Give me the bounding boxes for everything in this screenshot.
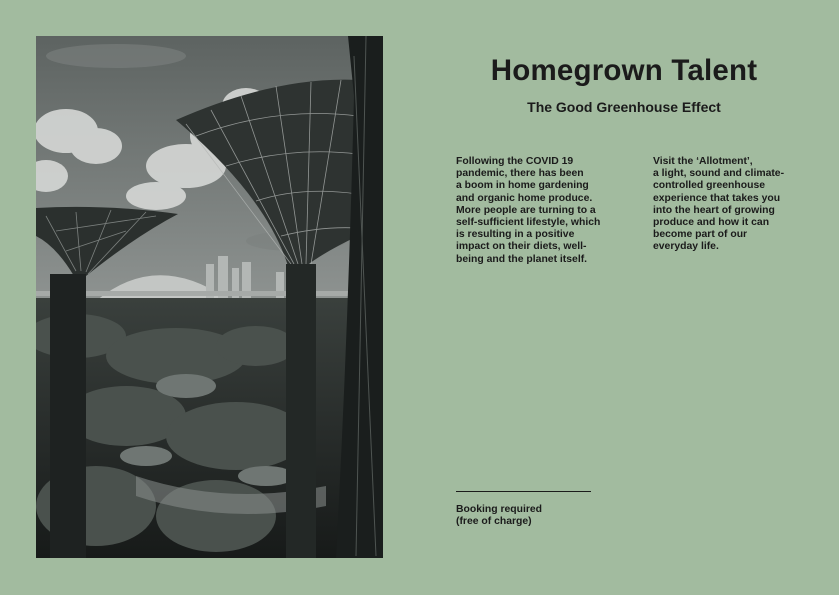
page-title: Homegrown Talent bbox=[490, 54, 758, 87]
hero-photo bbox=[36, 36, 383, 558]
body-column-1: Following the COVID 19 pandemic, there has been a boom in home gardening and organic home produce. More people are turning to a self-sufficient lifestyle, which is resulting in a positive impact on their diets, well- being and the planet itself. bbox=[456, 156, 601, 265]
supertree-photo-illustration bbox=[36, 36, 383, 558]
booking-note: Booking required (free of charge) bbox=[456, 504, 543, 528]
divider-rule bbox=[456, 491, 591, 492]
body-column-2: Visit the ‘Allotment’, a light, sound and climate- controlled greenhouse experience that takes you into the heart of growing produce and how it can become part of our everyday life. bbox=[653, 156, 785, 253]
page-subtitle: The Good Greenhouse Effect bbox=[527, 99, 721, 115]
